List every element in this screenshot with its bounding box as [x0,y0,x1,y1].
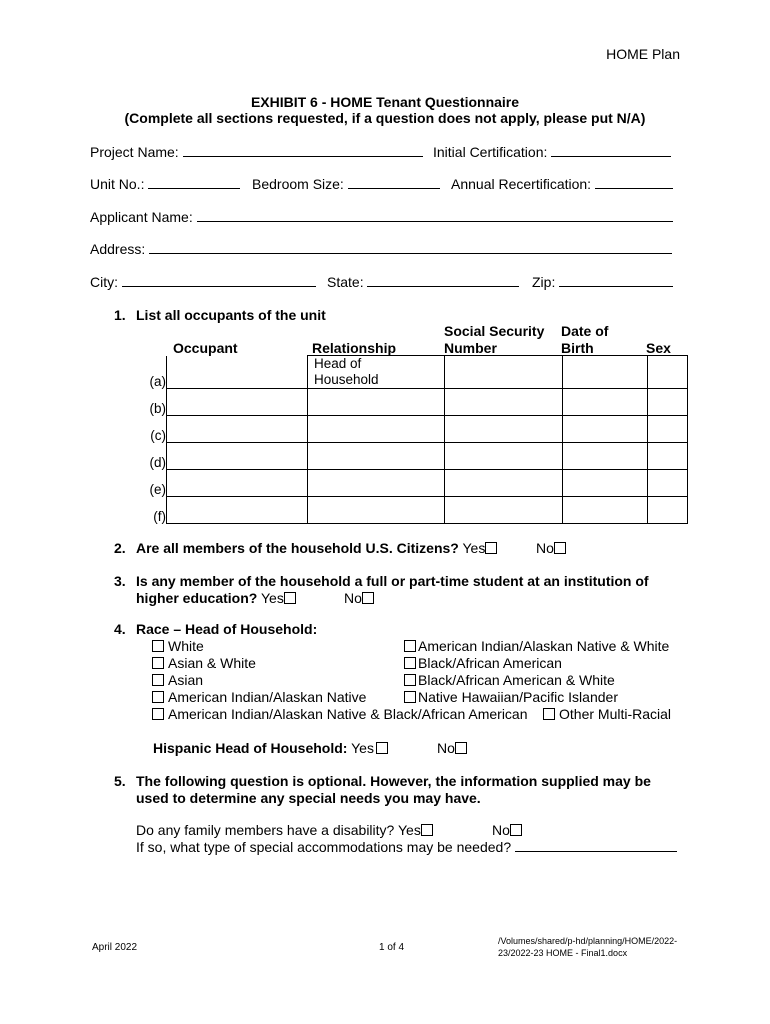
zip-row [532,274,673,290]
address-label: Address: [90,241,146,257]
row-label: (f) [153,508,166,524]
q3-yes-label: Yes [260,590,284,606]
q2-no-label: No [536,540,554,556]
project-name-row [90,144,423,160]
row-label: (e) [149,481,166,497]
race-label: Other Multi-Racial [559,706,672,722]
relationship-cell [308,356,445,389]
col-occupant: Occupant [173,340,238,356]
state-line[interactable] [367,274,519,287]
q5-line2: used to determine any special needs you may have. [136,790,481,806]
race-checkbox[interactable] [404,640,416,652]
ssn-cell[interactable] [445,497,563,524]
hispanic-row [153,740,392,756]
race-option[interactable] [404,672,615,688]
race-checkbox[interactable] [404,691,416,703]
race-checkbox[interactable] [404,657,416,669]
q1-number: 1. [114,307,126,323]
occupant-cell[interactable] [167,470,308,497]
q4-text: Race – Head of Household: [136,621,318,637]
bedroom-size-label: Bedroom Size: [252,176,344,192]
col-sex: Sex [646,340,671,356]
annual-recert-line[interactable] [595,176,673,189]
disability-yes-checkbox[interactable] [421,824,433,836]
q3-row2 [136,590,300,606]
table-row [140,356,688,389]
race-option[interactable] [404,655,562,671]
ssn-cell[interactable] [445,470,563,497]
occupant-cell[interactable] [167,416,308,443]
hispanic-no-label: No [437,740,455,756]
table-row [140,443,688,470]
race-checkbox[interactable] [152,674,164,686]
occupant-cell[interactable] [167,389,308,416]
q2-no-checkbox[interactable] [554,542,566,554]
city-row [90,274,316,290]
occupant-cell[interactable] [167,497,308,524]
occupants-table [140,355,688,524]
race-option[interactable] [152,655,256,671]
ssn-cell[interactable] [445,443,563,470]
dob-cell[interactable] [563,416,648,443]
race-label: Asian & White [168,655,256,671]
q5-number: 5. [114,773,126,789]
q2-no [536,540,570,556]
disability-no-checkbox[interactable] [510,824,522,836]
header-plan: HOME Plan [606,46,680,62]
q2-yes-checkbox[interactable] [485,542,497,554]
accommodations-line[interactable] [515,839,677,852]
hispanic-yes-checkbox[interactable] [376,742,388,754]
q5-line1: The following question is optional. However, the information supplied may be [136,773,651,789]
race-checkbox[interactable] [404,674,416,686]
dob-cell[interactable] [563,470,648,497]
dob-cell[interactable] [563,389,648,416]
footer-path-1: /Volumes/shared/p-hd/planning/HOME/2022- [498,936,678,946]
disability-yes-label: Yes [397,822,421,838]
race-label: White [168,638,204,654]
race-checkbox[interactable] [152,708,164,720]
city-line[interactable] [122,274,316,287]
relationship-cell[interactable] [308,416,445,443]
race-label: Asian [168,672,204,688]
footer-path-2: 23/2022-23 HOME - Final1.docx [498,948,628,958]
table-row [140,470,688,497]
row-label: (d) [149,454,166,470]
project-name-label: Project Name: [90,144,179,160]
row-label: (a) [149,373,166,389]
initial-cert-row [433,144,671,160]
q3-no-checkbox[interactable] [362,592,374,604]
race-label: Black/African American & White [418,672,615,688]
disability-no [492,822,526,838]
applicant-name-label: Applicant Name: [90,209,193,225]
occupant-cell[interactable] [167,356,308,389]
q3-no [344,590,378,606]
sex-cell[interactable] [648,497,688,524]
dob-cell[interactable] [563,356,648,389]
q3-line2: higher education? [136,590,258,606]
page-title: EXHIBIT 6 - HOME Tenant Questionnaire [250,94,520,110]
accommodations-row [136,839,677,855]
table-row [140,497,688,524]
state-label: State: [327,274,364,290]
row-label: (c) [150,427,166,443]
race-checkbox[interactable] [152,657,164,669]
q2-number: 2. [114,540,126,556]
race-label: Black/African American [418,655,562,671]
page-subtitle: (Complete all sections requested, if a question does not apply, please put N/A) [124,110,646,126]
race-option[interactable] [404,638,669,654]
head-line1: Head of [314,356,362,371]
ssn-cell[interactable] [445,416,563,443]
race-checkbox[interactable] [152,691,164,703]
table-row [140,389,688,416]
relationship-cell[interactable] [308,443,445,470]
applicant-name-line[interactable] [197,209,673,222]
dob-cell[interactable] [563,443,648,470]
head-line2: Household [314,372,379,387]
race-label: American Indian/Alaskan Native & Black/African American [168,706,528,722]
sex-cell[interactable] [648,389,688,416]
annual-recert-row [451,176,673,192]
race-checkbox[interactable] [543,708,555,720]
zip-label: Zip: [532,274,556,290]
relationship-cell[interactable] [308,389,445,416]
race-label: American Indian/Alaskan Native [168,689,367,705]
unit-no-line[interactable] [148,176,240,189]
race-option[interactable] [152,638,204,654]
col-ssn-1: Social Security [444,323,545,339]
unit-no-label: Unit No.: [90,176,145,192]
annual-recert-label: Annual Recertification: [451,176,592,192]
relationship-cell[interactable] [308,470,445,497]
race-checkbox[interactable] [152,640,164,652]
col-dob-2: Birth [561,340,594,356]
sex-cell[interactable] [648,356,688,389]
q3-number: 3. [114,573,126,589]
footer-date: April 2022 [92,942,138,953]
q2-text: Are all members of the household U.S. Citizens? [136,540,459,556]
q3-line1: Is any member of the household a full or part-time student at an institution of [136,573,649,589]
race-option[interactable] [152,689,366,705]
q3-yes-checkbox[interactable] [284,592,296,604]
initial-cert-line[interactable] [551,144,671,157]
relationship-cell[interactable] [308,497,445,524]
q2-row [136,540,501,556]
ssn-cell[interactable] [445,356,563,389]
race-option[interactable] [543,706,671,722]
bedroom-size-row [252,176,440,192]
dob-cell[interactable] [563,497,648,524]
applicant-name-row [90,209,673,225]
table-row [140,416,688,443]
footer-page: 1 of 4 [379,942,405,953]
hispanic-no-checkbox[interactable] [455,742,467,754]
unit-no-row [90,176,240,192]
state-row [327,274,519,290]
address-row [90,241,672,257]
disability-label: Do any family members have a disability? [136,822,395,838]
col-relationship: Relationship [312,340,397,356]
ssn-cell[interactable] [445,389,563,416]
project-name-line[interactable] [183,144,423,157]
hispanic-yes-label: Yes [351,740,374,756]
race-label: Native Hawaiian/Pacific Islander [418,689,618,705]
sex-cell[interactable] [648,470,688,497]
accommodations-label: If so, what type of special accommodations may be needed? [136,839,512,855]
sex-cell[interactable] [648,416,688,443]
bedroom-size-line[interactable] [348,176,440,189]
sex-cell[interactable] [648,443,688,470]
city-label: City: [90,274,118,290]
race-option[interactable] [152,706,528,722]
q3-no-label: No [344,590,362,606]
hispanic-label: Hispanic Head of Household: [153,740,348,756]
race-option[interactable] [404,689,618,705]
occupant-cell[interactable] [167,443,308,470]
q4-number: 4. [114,621,126,637]
hispanic-no [437,740,471,756]
zip-line[interactable] [559,274,673,287]
q2-yes-label: Yes [462,540,486,556]
disability-no-label: No [492,822,510,838]
disability-row [136,822,437,838]
row-label: (b) [149,400,166,416]
address-line[interactable] [149,241,672,254]
col-ssn-2: Number [444,340,497,356]
q1-text: List all occupants of the unit [136,307,326,323]
initial-cert-label: Initial Certification: [433,144,548,160]
race-label: American Indian/Alaskan Native & White [418,638,670,654]
race-option[interactable] [152,672,203,688]
col-dob-1: Date of [561,323,609,339]
